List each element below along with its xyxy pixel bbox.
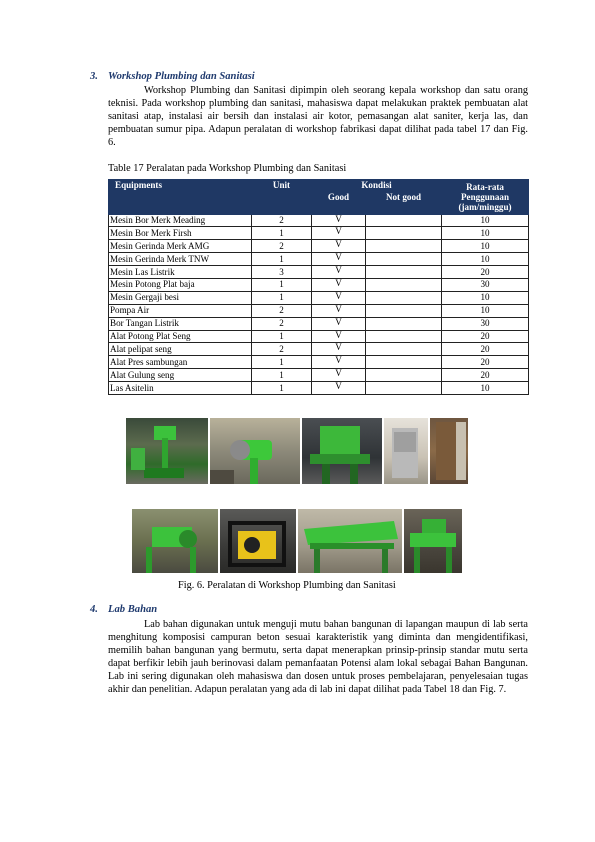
unit-cell: 1: [252, 227, 312, 240]
equipment-table: [108, 179, 529, 395]
photo-bending-machine: [404, 509, 462, 573]
photo-door: [430, 418, 468, 484]
shearing-machine-image: [298, 509, 402, 573]
good-cell: V: [312, 227, 366, 240]
equipment-name-cell: Mesin Gerinda Merk AMG: [109, 240, 252, 253]
header-kondisi: Kondisi: [312, 180, 442, 192]
equipment-name-cell: Mesin Bor Merk Meading: [109, 214, 252, 227]
not-good-cell: [366, 356, 442, 369]
drill-press-image: [126, 418, 208, 484]
not-good-cell: [366, 304, 442, 317]
good-cell: V: [312, 253, 366, 266]
good-cell: V: [312, 330, 366, 343]
header-usage: Rata-rata Penggunaan (jam/minggu): [442, 180, 529, 215]
table-caption: Table 17 Peralatan pada Workshop Plumbing dan Sanitasi: [108, 163, 347, 174]
section-4-paragraph: Lab bahan digunakan untuk menguji mutu bahan bangunan di lapangan maupun di lab serta menghitung komposisi campuran beton sesuai karakteristik yang diminta dan mengidentifikasi, memilih bahan bangunan yang bermutu, serta dapat menerapkan prinsip-prinsip standar mutu serta dapat berfikir lebih jauh berinovasi dalam pemanfaatan Potensi alam lokal sebagai Bahan Bangunan. Lab ini sering digunakan oleh mahasiswa dan dosen untuk proses pembelajaran, penyelesaian tugas akhir dan penelitian. Adapun peralatan yang ada di lab ini dapat dilihat pada Tabel 18 dan Fig. 7.: [108, 619, 528, 695]
section-3-paragraph: Workshop Plumbing dan Sanitasi dipimpin oleh seorang kepala workshop dan satu orang teknisi. Pada workshop plumbing dan sanitasi, mahasiswa dapat melakukan praktek pembuatan alat sanitasi atap, instalasi air bersih dan instalasi air kotor, pemasangan alat saniter, kerja las, dan pembuatan sumur pipa. Adapun peralatan di workshop fabrikasi dapat dilihat pada tabel 17 dan Fig. 6.: [108, 85, 528, 148]
equipment-name-cell: Mesin Las Listrik: [109, 266, 252, 279]
header-good: Good: [312, 191, 366, 214]
usage-cell: 10: [442, 291, 529, 304]
usage-cell: 10: [442, 304, 529, 317]
equipment-name-cell: Bor Tangan Listrik: [109, 317, 252, 330]
table-row: [109, 240, 529, 253]
usage-cell: 20: [442, 356, 529, 369]
bending-machine-image: [404, 509, 462, 573]
water-pump-image: [220, 509, 296, 573]
unit-cell: 1: [252, 369, 312, 382]
not-good-cell: [366, 266, 442, 279]
not-good-cell: [366, 278, 442, 291]
good-cell: V: [312, 369, 366, 382]
good-cell: V: [312, 291, 366, 304]
not-good-cell: [366, 240, 442, 253]
equipment-name-cell: Mesin Gerinda Merk TNW: [109, 253, 252, 266]
unit-cell: 2: [252, 240, 312, 253]
section-title: Lab Bahan: [108, 604, 158, 615]
usage-cell: 30: [442, 317, 529, 330]
unit-cell: 1: [252, 330, 312, 343]
not-good-cell: [366, 291, 442, 304]
table-row: [109, 330, 529, 343]
not-good-cell: [366, 343, 442, 356]
equipment-name-cell: Pompa Air: [109, 304, 252, 317]
table-row: [109, 291, 529, 304]
unit-cell: 1: [252, 278, 312, 291]
cabinet-image: [384, 418, 428, 484]
photo-cabinet: [384, 418, 428, 484]
not-good-cell: [366, 382, 442, 395]
usage-cell: 10: [442, 240, 529, 253]
header-not-good: Not good: [366, 191, 442, 214]
usage-cell: 30: [442, 278, 529, 291]
equipment-name-cell: Alat Gulung seng: [109, 369, 252, 382]
table-row: [109, 382, 529, 395]
usage-cell: 10: [442, 382, 529, 395]
figure-caption: Fig. 6. Peralatan di Workshop Plumbing dan Sanitasi: [178, 580, 396, 591]
not-good-cell: [366, 253, 442, 266]
photo-drill-press: [126, 418, 208, 484]
section-4-heading: [90, 604, 157, 615]
not-good-cell: [366, 227, 442, 240]
unit-cell: 1: [252, 253, 312, 266]
section-number: 4.: [90, 604, 98, 615]
unit-cell: 2: [252, 317, 312, 330]
header-unit: Unit: [252, 180, 312, 192]
table-row: [109, 214, 529, 227]
unit-cell: 3: [252, 266, 312, 279]
equipment-name-cell: Las Asitelin: [109, 382, 252, 395]
usage-cell: 20: [442, 266, 529, 279]
header-blank: [252, 191, 312, 214]
unit-cell: 1: [252, 291, 312, 304]
header-equipments: Equipments: [109, 180, 252, 192]
table-row: [109, 304, 529, 317]
usage-cell: 10: [442, 227, 529, 240]
section-number: 3.: [90, 71, 98, 82]
pipe-threader-image: [132, 509, 218, 573]
equipment-name-cell: Mesin Gergaji besi: [109, 291, 252, 304]
table-row: [109, 317, 529, 330]
table-row: [109, 253, 529, 266]
unit-cell: 2: [252, 214, 312, 227]
unit-cell: 1: [252, 356, 312, 369]
equipment-name-cell: Alat Pres sambungan: [109, 356, 252, 369]
table-row: [109, 369, 529, 382]
photo-grinder: [210, 418, 300, 484]
photo-water-pump: [220, 509, 296, 573]
table-row: [109, 356, 529, 369]
good-cell: V: [312, 214, 366, 227]
usage-cell: 10: [442, 253, 529, 266]
good-cell: V: [312, 278, 366, 291]
table-row: [109, 266, 529, 279]
section-title: Workshop Plumbing dan Sanitasi: [108, 71, 255, 82]
good-cell: V: [312, 343, 366, 356]
equipment-name-cell: Alat pelipat seng: [109, 343, 252, 356]
door-image: [430, 418, 468, 484]
table-row: [109, 278, 529, 291]
good-cell: V: [312, 304, 366, 317]
unit-cell: 1: [252, 382, 312, 395]
grinder-image: [210, 418, 300, 484]
usage-cell: 20: [442, 330, 529, 343]
equipment-name-cell: Alat Potong Plat Seng: [109, 330, 252, 343]
not-good-cell: [366, 214, 442, 227]
equipment-name-cell: Mesin Bor Merk Firsh: [109, 227, 252, 240]
photo-shearing-machine: [298, 509, 402, 573]
good-cell: V: [312, 317, 366, 330]
usage-cell: 20: [442, 369, 529, 382]
table-row: [109, 343, 529, 356]
not-good-cell: [366, 317, 442, 330]
usage-cell: 10: [442, 214, 529, 227]
equipment-name-cell: Mesin Potong Plat baja: [109, 278, 252, 291]
table-row: [109, 227, 529, 240]
header-blank: [109, 191, 252, 214]
good-cell: V: [312, 266, 366, 279]
photo-pipe-threader: [132, 509, 218, 573]
unit-cell: 2: [252, 343, 312, 356]
good-cell: V: [312, 382, 366, 395]
usage-cell: 20: [442, 343, 529, 356]
photo-cutting-machine: [302, 418, 382, 484]
cutting-machine-image: [302, 418, 382, 484]
not-good-cell: [366, 369, 442, 382]
section-3-heading: [90, 71, 255, 82]
not-good-cell: [366, 330, 442, 343]
unit-cell: 2: [252, 304, 312, 317]
good-cell: V: [312, 356, 366, 369]
good-cell: V: [312, 240, 366, 253]
